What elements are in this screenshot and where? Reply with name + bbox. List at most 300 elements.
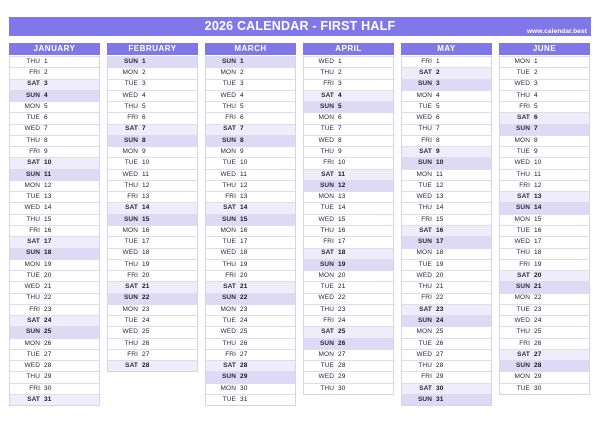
day-list (499, 56, 590, 395)
day-of-month-label: 14 (436, 204, 444, 212)
day-list (401, 56, 492, 406)
day-of-month-label: 24 (142, 316, 150, 324)
day-row[interactable] (206, 326, 295, 337)
day-row[interactable] (304, 79, 393, 90)
day-row[interactable] (108, 191, 197, 202)
day-row[interactable] (10, 383, 99, 394)
day-row[interactable] (402, 146, 491, 157)
month-header-march[interactable]: MARCH (205, 43, 296, 55)
day-of-month-label: 22 (338, 294, 346, 302)
day-row[interactable] (10, 169, 99, 180)
day-row[interactable] (402, 225, 491, 236)
day-row[interactable] (304, 248, 393, 259)
day-row[interactable] (500, 304, 589, 315)
day-of-week-label: SUN (221, 373, 236, 381)
day-row[interactable] (206, 304, 295, 315)
day-of-month-label: 1 (142, 57, 146, 65)
day-of-week-label: WED (122, 91, 138, 99)
day-of-week-label: MON (514, 57, 530, 65)
day-row[interactable] (206, 349, 295, 360)
day-row[interactable] (402, 248, 491, 259)
day-row[interactable] (402, 360, 491, 371)
day-row[interactable] (304, 112, 393, 123)
day-of-month-label: 3 (436, 80, 440, 88)
day-row[interactable] (402, 270, 491, 281)
day-row[interactable] (304, 124, 393, 135)
day-of-month-label: 15 (240, 215, 248, 223)
day-row[interactable] (500, 349, 589, 360)
day-row[interactable] (500, 191, 589, 202)
day-row[interactable] (10, 202, 99, 213)
day-row[interactable] (402, 79, 491, 90)
day-row[interactable] (206, 281, 295, 292)
day-row[interactable] (10, 338, 99, 349)
day-row[interactable] (108, 79, 197, 90)
day-of-month-label: 22 (436, 294, 444, 302)
day-of-week-label: SUN (319, 181, 334, 189)
day-row[interactable] (402, 371, 491, 382)
day-row[interactable] (500, 371, 589, 382)
day-of-month-label: 13 (534, 193, 542, 201)
day-row[interactable] (500, 56, 589, 67)
day-row[interactable] (402, 349, 491, 360)
day-of-week-label: FRI (127, 114, 138, 122)
day-of-month-label: 17 (534, 238, 542, 246)
day-row[interactable] (206, 146, 295, 157)
day-row[interactable] (206, 79, 295, 90)
day-row[interactable] (108, 101, 197, 112)
day-of-month-label: 7 (338, 125, 342, 133)
day-row[interactable] (500, 338, 589, 349)
day-row[interactable] (10, 304, 99, 315)
day-row[interactable] (206, 157, 295, 168)
day-row[interactable] (402, 67, 491, 78)
day-row[interactable] (304, 371, 393, 382)
day-row[interactable] (304, 214, 393, 225)
day-of-month-label: 25 (240, 328, 248, 336)
day-row[interactable] (500, 67, 589, 78)
day-row[interactable] (10, 101, 99, 112)
day-of-month-label: 4 (240, 91, 244, 99)
day-row[interactable] (10, 225, 99, 236)
day-of-week-label: THU (222, 102, 236, 110)
day-of-week-label: FRI (323, 316, 334, 324)
months-container (9, 43, 591, 406)
day-of-week-label: TUE (222, 316, 236, 324)
day-row[interactable] (304, 56, 393, 67)
day-row[interactable] (10, 315, 99, 326)
day-of-month-label: 26 (338, 339, 346, 347)
day-row[interactable] (402, 90, 491, 101)
day-row[interactable] (304, 67, 393, 78)
day-of-week-label: THU (222, 260, 236, 268)
day-row[interactable] (402, 56, 491, 67)
day-row[interactable] (108, 349, 197, 360)
day-row[interactable] (108, 259, 197, 270)
day-row[interactable] (10, 157, 99, 168)
day-row[interactable] (108, 304, 197, 315)
day-row[interactable] (108, 270, 197, 281)
day-row[interactable] (206, 202, 295, 213)
day-of-month-label: 31 (44, 395, 52, 403)
day-row[interactable] (206, 191, 295, 202)
day-of-week-label: THU (516, 249, 530, 257)
day-row[interactable] (500, 79, 589, 90)
day-of-month-label: 11 (534, 170, 541, 178)
day-row[interactable] (500, 135, 589, 146)
day-row[interactable] (206, 293, 295, 304)
day-of-month-label: 27 (240, 350, 248, 358)
day-row[interactable] (206, 225, 295, 236)
day-of-month-label: 23 (142, 305, 150, 313)
day-row[interactable] (500, 236, 589, 247)
day-row[interactable] (108, 124, 197, 135)
day-of-month-label: 29 (240, 373, 248, 381)
day-row[interactable] (206, 315, 295, 326)
month-header-june[interactable]: JUNE (499, 43, 590, 55)
day-row[interactable] (500, 101, 589, 112)
day-row[interactable] (206, 360, 295, 371)
day-of-month-label: 24 (44, 316, 52, 324)
day-of-month-label: 6 (436, 114, 440, 122)
day-row[interactable] (500, 281, 589, 292)
day-row[interactable] (206, 371, 295, 382)
day-row[interactable] (10, 326, 99, 337)
day-row[interactable] (108, 326, 197, 337)
day-of-week-label: SAT (27, 80, 40, 88)
day-row[interactable] (304, 281, 393, 292)
day-row[interactable] (10, 214, 99, 225)
day-of-week-label: WED (514, 238, 530, 246)
day-row[interactable] (304, 146, 393, 157)
day-row[interactable] (10, 146, 99, 157)
day-row[interactable] (10, 394, 99, 405)
day-row[interactable] (402, 236, 491, 247)
day-row[interactable] (10, 56, 99, 67)
day-of-month-label: 26 (44, 339, 52, 347)
month-header-april[interactable]: APRIL (303, 43, 394, 55)
day-row[interactable] (108, 293, 197, 304)
day-of-month-label: 4 (338, 91, 342, 99)
day-row[interactable] (500, 124, 589, 135)
day-row[interactable] (206, 236, 295, 247)
day-of-week-label: FRI (323, 159, 334, 167)
day-of-week-label: WED (24, 283, 40, 291)
day-of-week-label: MON (416, 249, 432, 257)
day-row[interactable] (108, 135, 197, 146)
day-row[interactable] (500, 225, 589, 236)
day-of-month-label: 21 (338, 283, 346, 291)
day-row[interactable] (500, 315, 589, 326)
day-row[interactable] (500, 146, 589, 157)
day-row[interactable] (304, 225, 393, 236)
day-row[interactable] (304, 157, 393, 168)
day-row[interactable] (402, 304, 491, 315)
day-of-week-label: WED (220, 328, 236, 336)
day-of-month-label: 15 (534, 215, 542, 223)
day-of-month-label: 5 (240, 102, 244, 110)
day-row[interactable] (10, 248, 99, 259)
day-row[interactable] (500, 169, 589, 180)
day-row[interactable] (10, 293, 99, 304)
day-row[interactable] (206, 338, 295, 349)
day-of-week-label: FRI (225, 350, 236, 358)
day-row[interactable] (10, 135, 99, 146)
day-row[interactable] (10, 124, 99, 135)
day-of-month-label: 23 (44, 305, 52, 313)
day-of-week-label: MON (220, 384, 236, 392)
day-of-month-label: 7 (44, 125, 48, 133)
day-row[interactable] (10, 236, 99, 247)
day-row[interactable] (402, 383, 491, 394)
day-row[interactable] (402, 112, 491, 123)
day-of-week-label: SAT (223, 362, 236, 370)
day-row[interactable] (10, 259, 99, 270)
day-row[interactable] (10, 90, 99, 101)
day-row[interactable] (500, 259, 589, 270)
day-row[interactable] (108, 169, 197, 180)
day-row[interactable] (402, 157, 491, 168)
day-row[interactable] (108, 67, 197, 78)
day-row[interactable] (402, 124, 491, 135)
day-row[interactable] (108, 202, 197, 213)
day-row[interactable] (402, 293, 491, 304)
day-of-month-label: 12 (436, 181, 444, 189)
day-of-month-label: 19 (240, 260, 248, 268)
day-of-month-label: 20 (436, 271, 444, 279)
day-of-month-label: 30 (534, 384, 542, 392)
day-row[interactable] (10, 371, 99, 382)
day-of-week-label: WED (318, 373, 334, 381)
day-of-week-label: TUE (516, 305, 530, 313)
day-of-week-label: SUN (417, 316, 432, 324)
day-row[interactable] (402, 281, 491, 292)
day-row[interactable] (304, 315, 393, 326)
day-row[interactable] (402, 101, 491, 112)
day-of-week-label: SAT (419, 384, 432, 392)
day-row[interactable] (10, 180, 99, 191)
day-row[interactable] (206, 90, 295, 101)
day-of-month-label: 24 (436, 316, 444, 324)
day-row[interactable] (304, 180, 393, 191)
day-row[interactable] (10, 270, 99, 281)
day-row[interactable] (500, 157, 589, 168)
day-of-month-label: 23 (240, 305, 248, 313)
day-row[interactable] (304, 90, 393, 101)
day-row[interactable] (500, 270, 589, 281)
day-row[interactable] (402, 214, 491, 225)
day-of-week-label: TUE (124, 159, 138, 167)
day-of-week-label: SUN (319, 260, 334, 268)
day-row[interactable] (304, 259, 393, 270)
day-row[interactable] (500, 293, 589, 304)
day-of-month-label: 3 (338, 80, 342, 88)
day-row[interactable] (304, 101, 393, 112)
day-of-month-label: 4 (534, 91, 538, 99)
day-row[interactable] (500, 214, 589, 225)
day-row[interactable] (402, 202, 491, 213)
day-row[interactable] (304, 169, 393, 180)
day-of-week-label: TUE (26, 193, 40, 201)
day-of-month-label: 27 (534, 350, 542, 358)
day-row[interactable] (304, 236, 393, 247)
day-row[interactable] (304, 383, 393, 394)
day-of-month-label: 11 (240, 170, 247, 178)
day-of-week-label: THU (516, 170, 530, 178)
day-of-week-label: SAT (517, 350, 530, 358)
day-of-week-label: FRI (421, 294, 432, 302)
day-of-month-label: 1 (338, 57, 342, 65)
day-of-month-label: 21 (534, 283, 542, 291)
day-row[interactable] (206, 180, 295, 191)
day-of-week-label: TUE (320, 283, 334, 291)
day-row[interactable] (402, 259, 491, 270)
day-of-month-label: 9 (436, 148, 440, 155)
day-of-week-label: MON (122, 69, 138, 77)
day-row[interactable] (304, 202, 393, 213)
day-row[interactable] (402, 180, 491, 191)
day-of-month-label: 22 (534, 294, 542, 302)
day-row[interactable] (108, 180, 197, 191)
day-of-week-label: SAT (517, 193, 530, 201)
day-row[interactable] (500, 90, 589, 101)
day-row[interactable] (206, 248, 295, 259)
day-row[interactable] (206, 124, 295, 135)
day-of-week-label: WED (24, 362, 40, 370)
day-row[interactable] (206, 101, 295, 112)
day-of-month-label: 23 (534, 305, 542, 313)
month-header-may[interactable]: MAY (401, 43, 492, 55)
day-row[interactable] (304, 135, 393, 146)
day-row[interactable] (206, 112, 295, 123)
day-row[interactable] (304, 349, 393, 360)
day-of-week-label: THU (418, 125, 432, 133)
day-of-month-label: 10 (534, 159, 542, 167)
day-of-week-label: WED (416, 350, 432, 358)
day-of-week-label: FRI (127, 271, 138, 279)
day-row[interactable] (108, 248, 197, 259)
day-row[interactable] (402, 191, 491, 202)
day-of-week-label: FRI (519, 102, 530, 110)
day-row[interactable] (10, 112, 99, 123)
day-of-week-label: SAT (321, 170, 334, 178)
day-row[interactable] (500, 248, 589, 259)
day-row[interactable] (402, 326, 491, 337)
day-row[interactable] (108, 56, 197, 67)
day-row[interactable] (304, 338, 393, 349)
day-row[interactable] (108, 157, 197, 168)
day-row[interactable] (206, 270, 295, 281)
day-of-week-label: MON (318, 114, 334, 122)
day-row[interactable] (304, 360, 393, 371)
day-of-month-label: 1 (436, 57, 440, 65)
day-of-week-label: THU (320, 305, 334, 313)
day-row[interactable] (402, 135, 491, 146)
day-row[interactable] (206, 394, 295, 405)
day-of-month-label: 6 (44, 114, 48, 122)
day-of-month-label: 26 (142, 339, 150, 347)
day-of-month-label: 19 (534, 260, 542, 268)
month-header-february[interactable]: FEBRUARY (107, 43, 198, 55)
day-row[interactable] (304, 191, 393, 202)
day-of-month-label: 15 (338, 215, 346, 223)
day-of-month-label: 11 (44, 170, 52, 178)
day-row[interactable] (500, 383, 589, 394)
day-row[interactable] (500, 326, 589, 337)
day-row[interactable] (10, 67, 99, 78)
day-row[interactable] (402, 315, 491, 326)
day-of-month-label: 28 (142, 362, 150, 370)
day-of-week-label: WED (122, 170, 138, 178)
day-row[interactable] (108, 112, 197, 123)
day-row[interactable] (206, 67, 295, 78)
day-row[interactable] (108, 146, 197, 157)
day-of-week-label: SUN (417, 238, 432, 246)
day-row[interactable] (304, 326, 393, 337)
day-of-month-label: 19 (142, 260, 150, 268)
month-column (303, 43, 394, 395)
day-row[interactable] (500, 180, 589, 191)
day-row[interactable] (402, 169, 491, 180)
day-row[interactable] (108, 214, 197, 225)
day-row[interactable] (304, 270, 393, 281)
day-row[interactable] (10, 281, 99, 292)
day-of-week-label: SUN (25, 170, 40, 178)
day-of-week-label: THU (516, 91, 530, 99)
day-row[interactable] (500, 202, 589, 213)
day-of-month-label: 3 (534, 80, 538, 88)
day-row[interactable] (108, 90, 197, 101)
day-of-week-label: THU (124, 181, 138, 189)
day-of-week-label: WED (318, 57, 334, 65)
day-of-month-label: 17 (338, 238, 346, 246)
day-row[interactable] (10, 191, 99, 202)
day-row[interactable] (500, 112, 589, 123)
day-row[interactable] (108, 315, 197, 326)
day-row[interactable] (108, 281, 197, 292)
day-row[interactable] (108, 360, 197, 371)
day-row[interactable] (206, 383, 295, 394)
day-row[interactable] (206, 56, 295, 67)
day-of-month-label: 10 (338, 159, 346, 167)
day-row[interactable] (304, 304, 393, 315)
day-row[interactable] (206, 259, 295, 270)
day-row[interactable] (206, 169, 295, 180)
day-of-week-label: FRI (519, 339, 530, 347)
day-of-month-label: 21 (142, 283, 150, 291)
day-row[interactable] (206, 135, 295, 146)
day-of-week-label: TUE (26, 350, 40, 358)
day-of-week-label: TUE (516, 384, 530, 392)
day-row[interactable] (500, 360, 589, 371)
day-row[interactable] (108, 236, 197, 247)
day-of-week-label: TUE (124, 80, 138, 88)
day-of-week-label: SAT (419, 148, 432, 155)
month-column (205, 43, 296, 406)
day-row[interactable] (206, 214, 295, 225)
day-of-week-label: THU (124, 339, 138, 347)
day-of-week-label: WED (514, 80, 530, 88)
day-row[interactable] (402, 338, 491, 349)
day-row[interactable] (304, 293, 393, 304)
day-row[interactable] (108, 225, 197, 236)
day-row[interactable] (10, 79, 99, 90)
day-row[interactable] (108, 338, 197, 349)
month-header-january[interactable]: JANUARY (9, 43, 100, 55)
day-row[interactable] (402, 394, 491, 405)
day-row[interactable] (10, 360, 99, 371)
day-row[interactable] (10, 349, 99, 360)
